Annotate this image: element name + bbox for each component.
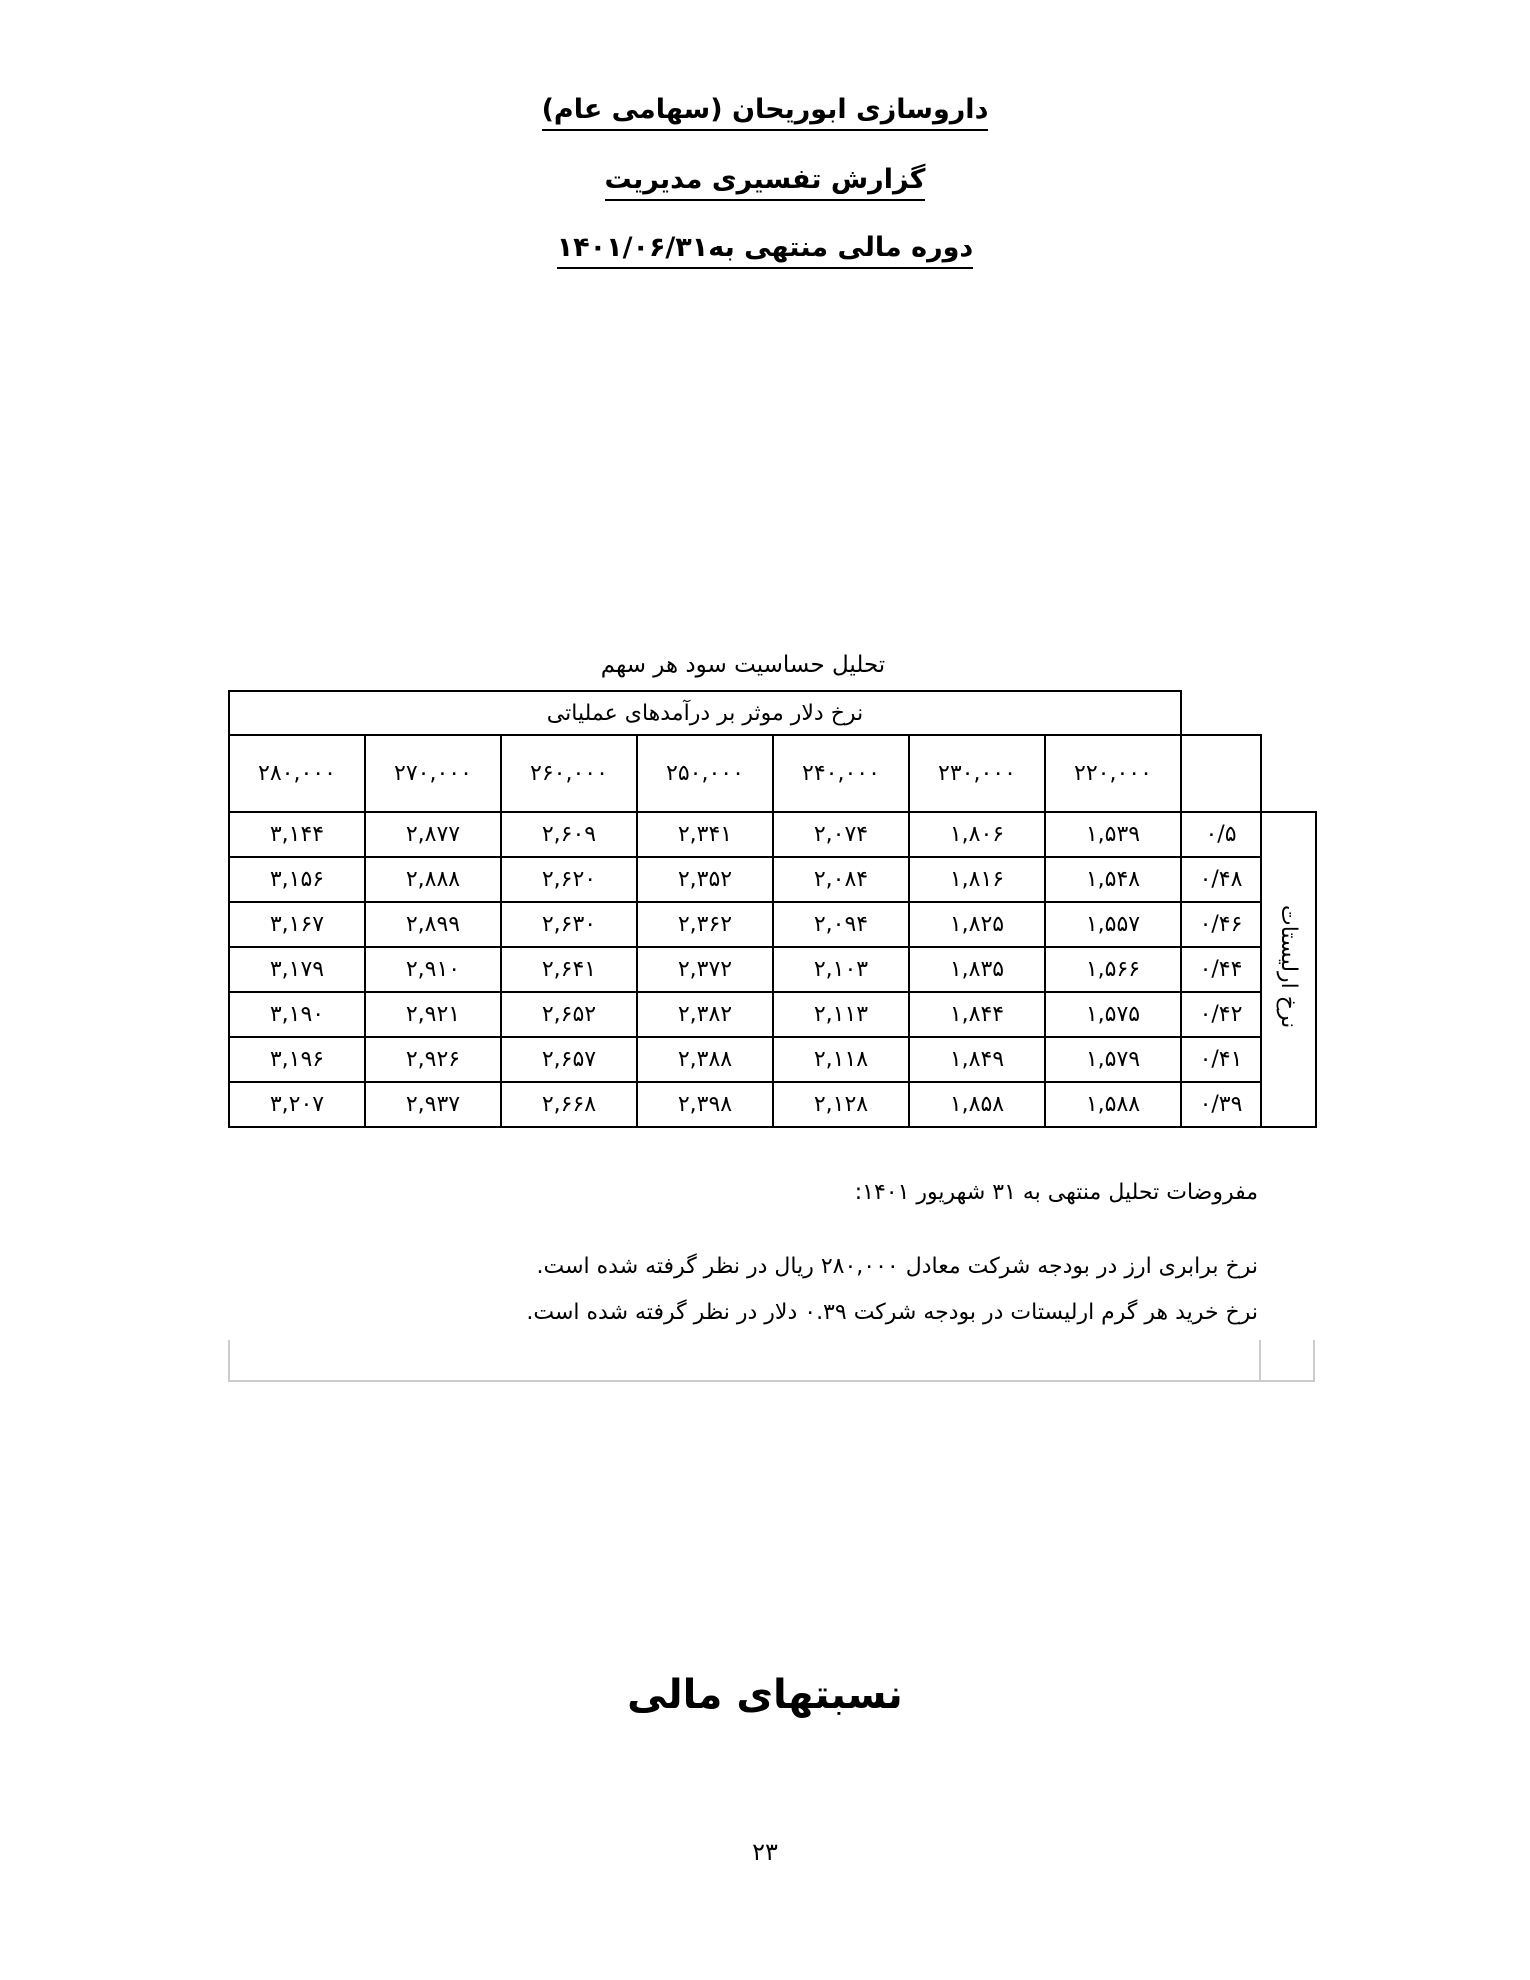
table-cell: ۲,۱۲۸ (773, 1082, 909, 1127)
table-row (229, 1037, 1316, 1082)
table-cell: ۲,۶۴۱ (501, 947, 637, 992)
column-header: ۲۵۰,۰۰۰ (637, 735, 773, 812)
column-header: ۲۸۰,۰۰۰ (229, 735, 365, 812)
row-label: ۰/۴۲ (1181, 992, 1261, 1037)
table-cell: ۲,۶۳۰ (501, 902, 637, 947)
table-row (229, 857, 1316, 902)
table-cell: ۲,۳۷۲ (637, 947, 773, 992)
table-cell: ۲,۶۶۸ (501, 1082, 637, 1127)
table-cell: ۱,۵۸۸ (1045, 1082, 1181, 1127)
table-row (229, 992, 1316, 1037)
column-group-label: نرخ دلار موثر بر درآمدهای عملیاتی (229, 691, 1181, 735)
table-caption: تحلیل حساسیت سود هر سهم (600, 652, 886, 678)
sensitivity-table (228, 690, 1317, 1128)
page-number: ۲۳ (752, 1838, 778, 1866)
table-cell: ۲,۶۲۰ (501, 857, 637, 902)
table-cell: ۲,۶۰۹ (501, 812, 637, 857)
table-cell: ۲,۳۸۸ (637, 1037, 773, 1082)
column-header: ۲۴۰,۰۰۰ (773, 735, 909, 812)
section-title: نسبتهای مالی (627, 1672, 903, 1718)
table-cell: ۳,۱۹۰ (229, 992, 365, 1037)
column-header: ۲۷۰,۰۰۰ (365, 735, 501, 812)
row-group-label: نرخ ارلیستات (1276, 904, 1301, 1029)
table-cell: ۱,۵۳۹ (1045, 812, 1181, 857)
table-cell: ۲,۹۲۱ (365, 992, 501, 1037)
report-title: گزارش تفسیری مدیریت (0, 164, 1530, 195)
row-label: ۰/۵ (1181, 812, 1261, 857)
table-cell: ۲,۳۵۲ (637, 857, 773, 902)
table-cell: ۱,۵۴۸ (1045, 857, 1181, 902)
table-cell: ۳,۱۹۶ (229, 1037, 365, 1082)
column-header: ۲۲۰,۰۰۰ (1045, 735, 1181, 812)
table-cell: ۲,۱۱۳ (773, 992, 909, 1037)
table-cell: ۳,۱۵۶ (229, 857, 365, 902)
table-cell: ۱,۸۱۶ (909, 857, 1045, 902)
period-title: دوره مالی منتهی به۱۴۰۱/۰۶/۳۱ (0, 232, 1530, 263)
table-cell: ۲,۹۱۰ (365, 947, 501, 992)
table-cell: ۲,۳۹۸ (637, 1082, 773, 1127)
table-cell: ۲,۱۱۸ (773, 1037, 909, 1082)
table-cell: ۳,۱۶۷ (229, 902, 365, 947)
company-title: داروسازی ابوریحان (سهامی عام) (0, 94, 1530, 125)
row-label: ۰/۴۶ (1181, 902, 1261, 947)
table-cell: ۲,۸۸۸ (365, 857, 501, 902)
column-header: ۲۳۰,۰۰۰ (909, 735, 1045, 812)
table-row (229, 812, 1316, 857)
table-cell: ۲,۳۸۲ (637, 992, 773, 1037)
table-row (229, 902, 1316, 947)
corner-cell (1181, 735, 1261, 812)
row-label: ۰/۴۸ (1181, 857, 1261, 902)
table-cell: ۲,۸۹۹ (365, 902, 501, 947)
table-cell: ۱,۵۷۵ (1045, 992, 1181, 1037)
table-cell: ۳,۱۷۹ (229, 947, 365, 992)
table-cell: ۲,۱۰۳ (773, 947, 909, 992)
table-cell: ۲,۹۳۷ (365, 1082, 501, 1127)
empty-box (228, 1340, 1315, 1382)
table-cell: ۱,۵۵۷ (1045, 902, 1181, 947)
table-row (229, 947, 1316, 992)
row-label: ۰/۴۱ (1181, 1037, 1261, 1082)
table-cell: ۱,۵۷۹ (1045, 1037, 1181, 1082)
table-cell: ۱,۸۴۴ (909, 992, 1045, 1037)
column-header: ۲۶۰,۰۰۰ (501, 735, 637, 812)
row-group-label-cell (1261, 812, 1316, 1127)
table-cell: ۱,۸۴۹ (909, 1037, 1045, 1082)
assumption-exchange-rate: نرخ برابری ارز در بودجه شرکت معادل ۲۸۰,۰۰۰ ریال در نظر گرفته شده است. (536, 1254, 1258, 1279)
table-cell: ۲,۶۵۲ (501, 992, 637, 1037)
table-cell: ۲,۸۷۷ (365, 812, 501, 857)
table-cell: ۲,۳۴۱ (637, 812, 773, 857)
table-cell: ۱,۸۲۵ (909, 902, 1045, 947)
table-cell: ۲,۶۵۷ (501, 1037, 637, 1082)
assumption-orlistat-price: نرخ خرید هر گرم ارلیستات در بودجه شرکت ۰.۳۹ دلار در نظر گرفته شده است. (526, 1300, 1258, 1325)
table-cell: ۲,۰۷۴ (773, 812, 909, 857)
table-cell: ۲,۰۹۴ (773, 902, 909, 947)
table-cell: ۳,۲۰۷ (229, 1082, 365, 1127)
assumptions-title: مفروضات تحلیل منتهی به ۳۱ شهریور ۱۴۰۱: (854, 1180, 1258, 1205)
table-cell: ۲,۰۸۴ (773, 857, 909, 902)
table-row (229, 1082, 1316, 1127)
table-cell: ۱,۸۳۵ (909, 947, 1045, 992)
table-cell: ۱,۸۵۸ (909, 1082, 1045, 1127)
table-cell: ۱,۸۰۶ (909, 812, 1045, 857)
table-cell: ۳,۱۴۴ (229, 812, 365, 857)
table-cell: ۲,۹۲۶ (365, 1037, 501, 1082)
table-cell: ۱,۵۶۶ (1045, 947, 1181, 992)
table-cell: ۲,۳۶۲ (637, 902, 773, 947)
row-label: ۰/۳۹ (1181, 1082, 1261, 1127)
row-label: ۰/۴۴ (1181, 947, 1261, 992)
